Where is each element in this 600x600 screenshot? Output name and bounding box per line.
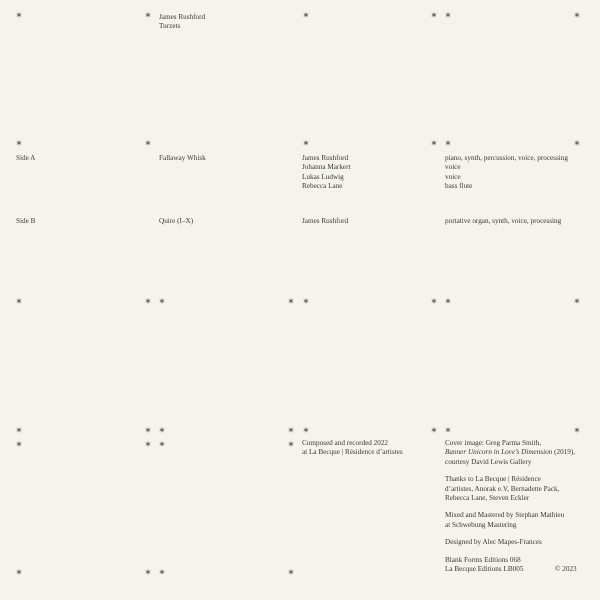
instrument: voice	[445, 163, 461, 172]
performer: James Rushford	[302, 154, 349, 162]
side-a-label: Side A	[16, 154, 36, 162]
star-ornament: *	[288, 425, 294, 439]
instrument: bass flute	[445, 182, 473, 191]
cover-artwork-title: Banner Unicorn in Love’s Dimension	[445, 448, 553, 457]
star-ornament: *	[16, 138, 22, 152]
recording-line: at La Becque | Résidence d’artistes	[302, 448, 403, 457]
cover-credit-line: Cover image: Greg Parma Smith,	[445, 439, 542, 447]
edition-line: Blank Forms Editions 068	[445, 555, 521, 564]
design-credit: Designed by Alec Mapes-Frances	[445, 538, 542, 547]
star-ornament: *	[16, 296, 22, 310]
side-b-title: Quire (I–X)	[159, 217, 194, 225]
instrument: portative organ, synth, voice, processing	[445, 217, 562, 225]
instrument: piano, synth, percussion, voice, processing	[445, 154, 568, 162]
star-ornament: *	[145, 439, 151, 453]
star-ornament: *	[431, 425, 437, 439]
side-a-title: Fallaway Whisk	[159, 154, 206, 162]
performer: Lukas Ludwig	[302, 172, 344, 181]
performer: Rebecca Lane	[302, 182, 343, 191]
star-ornament: *	[16, 10, 22, 24]
star-ornament: *	[159, 296, 165, 310]
album-header	[159, 13, 205, 32]
recording-line: Composed and recorded 2022	[302, 439, 389, 447]
star-ornament: *	[574, 138, 580, 152]
cover-artwork-year: (2019),	[552, 448, 576, 457]
star-ornament: *	[145, 425, 151, 439]
side-a-instruments	[445, 154, 568, 192]
credits	[445, 439, 575, 574]
star-ornament: *	[288, 567, 294, 581]
star-ornament: *	[303, 10, 309, 24]
edition-line: La Becque Editions LB005	[445, 565, 524, 574]
star-ornament: *	[159, 567, 165, 581]
star-ornament: *	[16, 425, 22, 439]
cover-credit-title-line	[445, 448, 575, 457]
thanks-line: Thanks to La Becque | Résidence	[445, 475, 541, 484]
performer: Johanna Markert	[302, 163, 351, 172]
performer: James Rushford	[302, 217, 349, 225]
star-ornament: *	[159, 439, 165, 453]
star-ornament: *	[431, 296, 437, 310]
instrument: voice	[445, 172, 461, 181]
star-ornament: *	[288, 439, 294, 453]
star-ornament: *	[445, 10, 451, 24]
star-ornament: *	[445, 296, 451, 310]
star-ornament: *	[145, 138, 151, 152]
star-ornament: *	[445, 138, 451, 152]
star-ornament: *	[159, 425, 165, 439]
star-ornament: *	[574, 296, 580, 310]
recording-note	[302, 439, 403, 458]
star-ornament: *	[16, 439, 22, 453]
star-ornament: *	[574, 10, 580, 24]
thanks-line: d’artistes, Anorak e.V, Bernadette Pack,	[445, 484, 560, 493]
artist-name: James Rushford	[159, 13, 206, 21]
star-ornament: *	[445, 425, 451, 439]
star-ornament: *	[145, 10, 151, 24]
copyright-year: © 2023	[555, 565, 577, 573]
star-ornament: *	[145, 296, 151, 310]
album-title: Turzets	[159, 22, 181, 31]
cover-credit-line: courtesy David Lewis Gallery	[445, 457, 532, 466]
star-ornament: *	[303, 138, 309, 152]
side-a-performers	[302, 154, 351, 192]
star-ornament: *	[431, 10, 437, 24]
star-ornament: *	[16, 567, 22, 581]
thanks-line: Rebecca Lane, Steven Eckler	[445, 494, 530, 503]
star-ornament: *	[431, 138, 437, 152]
mastering-line: Mixed and Mastered by Stephan Mathieu	[445, 511, 565, 520]
star-ornament: *	[303, 296, 309, 310]
star-ornament: *	[288, 296, 294, 310]
star-ornament: *	[145, 567, 151, 581]
mastering-line: at Schwebung Mastering	[445, 520, 517, 529]
side-b-label: Side B	[16, 217, 36, 225]
star-ornament: *	[303, 425, 309, 439]
star-ornament: *	[574, 425, 580, 439]
